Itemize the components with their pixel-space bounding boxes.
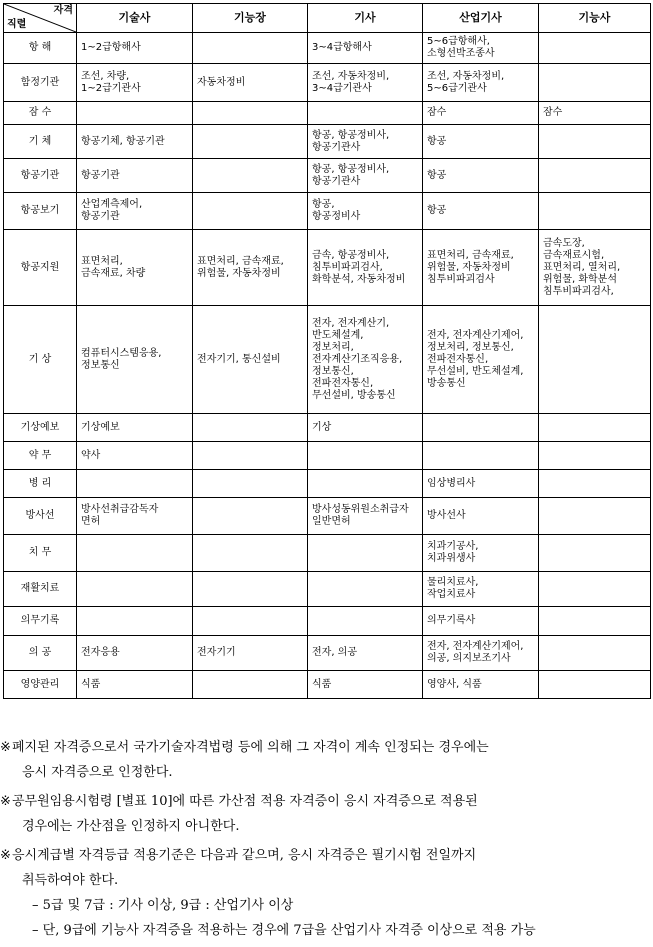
row-label: 의 공	[4, 636, 77, 671]
table-cell	[77, 636, 193, 671]
table-cell	[193, 442, 308, 470]
table-row	[4, 230, 651, 306]
cell-text: 자동차정비	[197, 76, 246, 88]
table-cell	[539, 230, 651, 306]
corner-header-cell	[4, 4, 77, 33]
table-cell	[423, 414, 539, 442]
note-sub-item: – 단, 9급에 기능사 자격증을 적용하는 경우에 7급을 산업기사 자격증 이상으로 적용 가능	[32, 923, 536, 938]
table-row	[4, 442, 651, 470]
table-cell	[193, 125, 308, 159]
cell-text: 3~4급항해사	[312, 42, 372, 53]
table-cell	[308, 671, 423, 699]
table-cell	[77, 33, 193, 64]
table-cell	[77, 414, 193, 442]
cell-text: 항공	[427, 169, 447, 181]
cell-text: 기상	[312, 421, 332, 433]
cell-text: 영양사, 식품	[427, 678, 482, 690]
note-text: 공무원임용시험령 [별표 10]에 따른 가산점 적용 자격증이 응시 자격증으로 적용된	[12, 794, 478, 809]
note-mark: ※	[0, 794, 11, 809]
cell-text: 약사	[81, 449, 101, 461]
cell-text: 전자, 의공	[312, 647, 357, 658]
corner-label-qualification: 자격	[53, 5, 73, 16]
cell-text: 항공, 항공정비사, 항공기관사	[312, 163, 390, 187]
cell-text: 5~6급항해사, 소형선박조종사	[427, 36, 495, 59]
column-header: 기술사	[77, 4, 193, 33]
cell-text: 전자, 전자계산기제어, 정보처리, 정보통신, 전파전자통신, 무선설비, 반도체설계, 방송통신	[427, 329, 524, 389]
table-cell	[308, 535, 423, 572]
table-cell	[423, 230, 539, 306]
table-row	[4, 470, 651, 498]
table-cell	[423, 442, 539, 470]
table-cell	[308, 498, 423, 535]
notes-section	[0, 735, 653, 947]
column-header: 산업기사	[423, 4, 539, 33]
table-cell	[423, 159, 539, 193]
table-cell	[77, 535, 193, 572]
table-cell	[423, 636, 539, 671]
cell-text: 식품	[81, 678, 101, 690]
table-cell	[308, 470, 423, 498]
cell-text: 전자기기, 통신설비	[197, 353, 281, 365]
cell-text: 식품	[312, 678, 332, 690]
cell-text: 산업계측제어, 항공기관	[81, 199, 143, 222]
cell-text: 잠수	[427, 107, 447, 118]
row-label: 영양관리	[4, 671, 77, 699]
cell-text: 방사성동위원소취급자 일반면허	[312, 504, 409, 527]
cell-text: 물리치료사, 작업치료사	[427, 577, 479, 600]
table-cell	[193, 671, 308, 699]
table-cell	[193, 470, 308, 498]
table-cell	[539, 671, 651, 699]
table-row	[4, 607, 651, 636]
row-label: 함정기관	[4, 64, 77, 102]
table-cell	[193, 535, 308, 572]
row-label: 의무기록	[4, 607, 77, 636]
table-cell	[539, 607, 651, 636]
table-cell	[423, 102, 539, 125]
table-cell	[308, 607, 423, 636]
cell-text: 전자, 전자계산기제어, 의공, 의지보조기사	[427, 641, 524, 664]
table-cell	[539, 414, 651, 442]
cell-text: 항공, 항공정비사	[312, 199, 361, 222]
cell-text: 조선, 자동차정비, 3~4급기관사	[312, 70, 390, 94]
table-cell	[539, 572, 651, 607]
cell-text: 조선, 자동차정비, 5~6급기관사	[427, 70, 505, 94]
table-cell	[539, 125, 651, 159]
row-label: 항공보기	[4, 193, 77, 230]
cell-text: 방사선취급감독자 면허	[81, 504, 159, 527]
table-cell	[539, 64, 651, 102]
table-cell	[423, 33, 539, 64]
table-cell	[77, 306, 193, 414]
row-label: 잠 수	[4, 102, 77, 125]
cell-text: 컴퓨터시스템응용, 정보통신	[81, 347, 162, 371]
table-cell	[308, 33, 423, 64]
cell-text: 항공기관	[81, 169, 120, 181]
row-label: 항공지원	[4, 230, 77, 306]
cell-text: 치과기공사, 치과위생사	[427, 541, 479, 564]
note-sub-item: – 5급 및 7급 : 기사 이상, 9급 : 산업기사 이상	[32, 898, 294, 913]
cell-text: 항공	[427, 135, 447, 147]
table-row	[4, 125, 651, 159]
table-cell	[539, 102, 651, 125]
table-header-row	[4, 4, 651, 33]
cell-text: 항공	[427, 205, 447, 216]
table-row	[4, 535, 651, 572]
row-label: 항공기관	[4, 159, 77, 193]
table-cell	[423, 64, 539, 102]
table-cell	[423, 572, 539, 607]
table-cell	[193, 306, 308, 414]
table-cell	[77, 572, 193, 607]
cell-text: 금속도장, 금속재료시험, 표면처리, 열처리, 위험물, 화학분석 침투비파괴검사,	[543, 237, 621, 297]
table-cell	[308, 572, 423, 607]
note-text: 폐지된 자격증으로서 국가기술자격법령 등에 의해 그 자격이 계속 인정되는 경우에는	[12, 740, 489, 755]
table-cell	[193, 102, 308, 125]
table-row	[4, 306, 651, 414]
table-cell	[539, 33, 651, 64]
table-cell	[539, 636, 651, 671]
table-row	[4, 64, 651, 102]
row-label: 약 무	[4, 442, 77, 470]
table-cell	[193, 414, 308, 442]
table-cell	[193, 33, 308, 64]
table-cell	[423, 125, 539, 159]
table-cell	[308, 306, 423, 414]
table-cell	[423, 306, 539, 414]
table-cell	[423, 498, 539, 535]
table-cell	[423, 535, 539, 572]
table-cell	[539, 470, 651, 498]
cell-text: 표면처리, 금속재료, 위험물, 자동차정비	[197, 255, 284, 279]
note-item	[0, 843, 653, 943]
row-label: 방사선	[4, 498, 77, 535]
note-text: 응시계급별 자격등급 적용기준은 다음과 같으며, 응시 자격증은 필기시험 전일까지	[12, 848, 477, 863]
cell-text: 표면처리, 금속재료, 차량	[81, 255, 146, 279]
table-row	[4, 636, 651, 671]
table-cell	[193, 498, 308, 535]
table-row	[4, 671, 651, 699]
cell-text: 표면처리, 금속재료, 위험물, 자동차정비 침투비파괴검사	[427, 249, 514, 285]
column-header: 기사	[308, 4, 423, 33]
table-cell	[193, 193, 308, 230]
table-cell	[539, 159, 651, 193]
table-row	[4, 102, 651, 125]
table-cell	[77, 442, 193, 470]
table-cell	[539, 442, 651, 470]
cell-text: 방사선사	[427, 510, 466, 521]
note-text: 경우에는 가산점을 인정하지 아니한다.	[22, 819, 240, 834]
cell-text: 항공, 항공정비사, 항공기관사	[312, 129, 390, 153]
qualification-table	[3, 3, 651, 699]
table-cell	[308, 102, 423, 125]
table-cell	[539, 306, 651, 414]
table-cell	[77, 671, 193, 699]
cell-text: 전자, 전자계산기, 반도체설계, 정보처리, 전자계산기조직응용, 정보통신, 전파전자통신, 무선설비, 방송통신	[312, 317, 403, 401]
table-cell	[193, 230, 308, 306]
cell-text: 조선, 차량, 1~2급기관사	[81, 70, 141, 94]
note-text: 취득하여야 한다.	[22, 873, 119, 888]
table-cell	[193, 64, 308, 102]
corner-label-series: 직렬	[7, 19, 27, 30]
cell-text: 잠수	[543, 107, 563, 118]
column-header: 기능장	[193, 4, 308, 33]
column-header: 기능사	[539, 4, 651, 33]
cell-text: 전자응용	[81, 647, 120, 658]
table-cell	[308, 193, 423, 230]
note-text: 응시 자격증으로 인정한다.	[22, 765, 173, 780]
table-cell	[308, 125, 423, 159]
table-cell	[77, 607, 193, 636]
table-cell	[423, 607, 539, 636]
cell-text: 의무기록사	[427, 615, 476, 626]
table-cell	[193, 572, 308, 607]
note-item	[0, 735, 653, 785]
cell-text: 금속, 항공정비사, 침투비파괴검사, 화학분석, 자동차정비	[312, 249, 406, 285]
table-cell	[539, 535, 651, 572]
table-cell	[308, 442, 423, 470]
table-cell	[308, 64, 423, 102]
table-cell	[193, 636, 308, 671]
row-label: 기 상	[4, 306, 77, 414]
table-row	[4, 414, 651, 442]
table-cell	[77, 64, 193, 102]
row-label: 기 체	[4, 125, 77, 159]
table-cell	[308, 159, 423, 193]
table-cell	[308, 636, 423, 671]
table-cell	[193, 159, 308, 193]
cell-text: 항공기체, 항공기관	[81, 135, 165, 147]
table-cell	[77, 470, 193, 498]
table-cell	[77, 125, 193, 159]
table-cell	[77, 230, 193, 306]
table-row	[4, 572, 651, 607]
table-cell	[77, 159, 193, 193]
table-cell	[77, 102, 193, 125]
cell-text: 전자기기	[197, 647, 236, 658]
table-cell	[539, 498, 651, 535]
table-cell	[539, 193, 651, 230]
table-cell	[308, 230, 423, 306]
table-cell	[193, 607, 308, 636]
table-cell	[77, 193, 193, 230]
table-row	[4, 159, 651, 193]
note-item	[0, 789, 653, 839]
table-cell	[423, 671, 539, 699]
note-mark: ※	[0, 740, 11, 755]
row-label: 치 무	[4, 535, 77, 572]
table-cell	[77, 498, 193, 535]
table-cell	[423, 470, 539, 498]
table-row	[4, 193, 651, 230]
cell-text: 1~2급항해사	[81, 42, 141, 53]
table-row	[4, 498, 651, 535]
table-cell	[308, 414, 423, 442]
row-label: 항 해	[4, 33, 77, 64]
note-mark: ※	[0, 848, 11, 863]
row-label: 기상예보	[4, 414, 77, 442]
table-row	[4, 33, 651, 64]
row-label: 재활치료	[4, 572, 77, 607]
cell-text: 임상병리사	[427, 477, 476, 489]
cell-text: 기상예보	[81, 421, 120, 433]
row-label: 병 리	[4, 470, 77, 498]
table-cell	[423, 193, 539, 230]
